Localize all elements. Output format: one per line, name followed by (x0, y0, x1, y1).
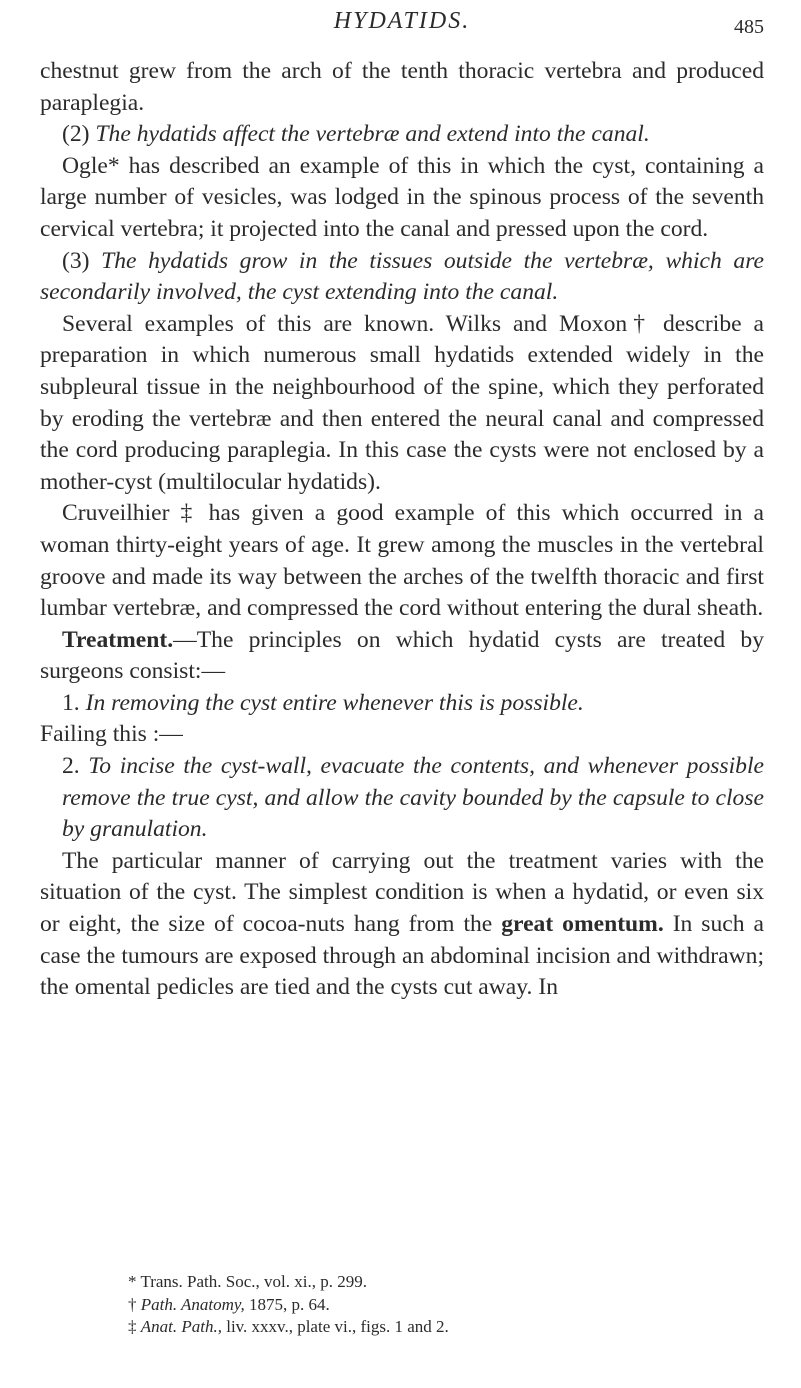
paragraph-treatment (40, 625, 764, 688)
page-number: 485 (734, 16, 764, 38)
paragraph-omentum (40, 846, 764, 1004)
footnote-ref: 1875, p. 64. (244, 1294, 330, 1314)
text-segment: The particular manner of carrying out the treatment varies with the situation of the cyst. The simplest condition is when a hydatid, or even six or eight, the size of cocoa-nuts hang from the (40, 847, 764, 938)
paragraph-continued: chestnut grew from the arch of the tenth thoracic vertebra and produced paraplegia. (40, 58, 764, 116)
text-segment: In such a case the tumours are exposed through an abdominal incision and withdrawn; the omental pedicles are tied and the cysts cut away. In (40, 911, 764, 1001)
principle-1 (40, 688, 764, 720)
item-text: In removing the cyst entire whenever this is possible. (85, 689, 584, 716)
running-head (40, 6, 764, 46)
treatment-intro: —The principles on which hydatid cysts are treated by surgeons consist:— (40, 626, 764, 685)
running-title: HYDATIDS. (333, 8, 471, 34)
footnote-3 (128, 1316, 748, 1339)
paragraph-wilks-moxon: Several examples of this are known. Wilks and Moxon† describe a preparation in which numerous small hydatids extended widely in the subpleural tissue in the neighbourhood of the spine, which they perforated by eroding the vertebræ and then entered the neural canal and compressed the cord producing paraplegia. In this case the cysts were not enclosed by a mother-cyst (multilocular hydatids). (40, 310, 764, 495)
great-omentum-term: great omentum. (501, 911, 664, 938)
footnote-source: Anat. Path., (140, 1317, 222, 1336)
item-number: 1. (62, 689, 86, 716)
body-text (40, 56, 764, 1004)
numbered-heading-2 (40, 119, 764, 151)
item-number: (2) (62, 121, 96, 148)
principle-2 (40, 751, 764, 846)
paragraph-ogle: Ogle* has described an example of this in which the cyst, containing a large number of vesicles, was lodged in the spinous process of the seventh cervical vertebra; it projected into the canal and pressed upon the cord. (40, 152, 764, 242)
footnote-1: * Trans. Path. Soc., vol. xi., p. 299. (128, 1272, 367, 1291)
item-number: 2. (62, 753, 89, 780)
item-number: (3) (62, 247, 102, 274)
paragraph-cruveilhier: Cruveilhier ‡ has given a good example of this which occurred in a woman thirty-eight years of age. It grew among the muscles in the vertebral groove and made its way between the arches of the twelfth thoracic and first lumbar vertebræ, and compressed the cord without entering the dural sheath. (40, 500, 764, 622)
footnote-source: Path. Anatomy, (140, 1294, 245, 1314)
item-text: To incise the cyst-wall, evacuate the contents, and whenever possible remove the true cyst, and allow the cavity bounded by the capsule to close by granulation. (62, 753, 764, 843)
item-text: The hydatids grow in the tissues outside the vertebræ, which are secondarily involved, the cyst extending into the canal. (40, 247, 764, 306)
footnote-2 (128, 1294, 748, 1317)
item-text: The hydatids affect the vertebræ and extend into the canal. (95, 121, 650, 148)
treatment-heading: Treatment. (62, 626, 174, 653)
numbered-heading-3 (40, 246, 764, 309)
failing-this: Failing this :— (40, 721, 183, 748)
footnotes (128, 1271, 748, 1339)
footnote-mark: ‡ (128, 1317, 141, 1336)
footnote-mark: † (128, 1294, 141, 1314)
footnote-ref: liv. xxxv., plate vi., figs. 1 and 2. (221, 1317, 449, 1336)
book-page (40, 0, 764, 1388)
